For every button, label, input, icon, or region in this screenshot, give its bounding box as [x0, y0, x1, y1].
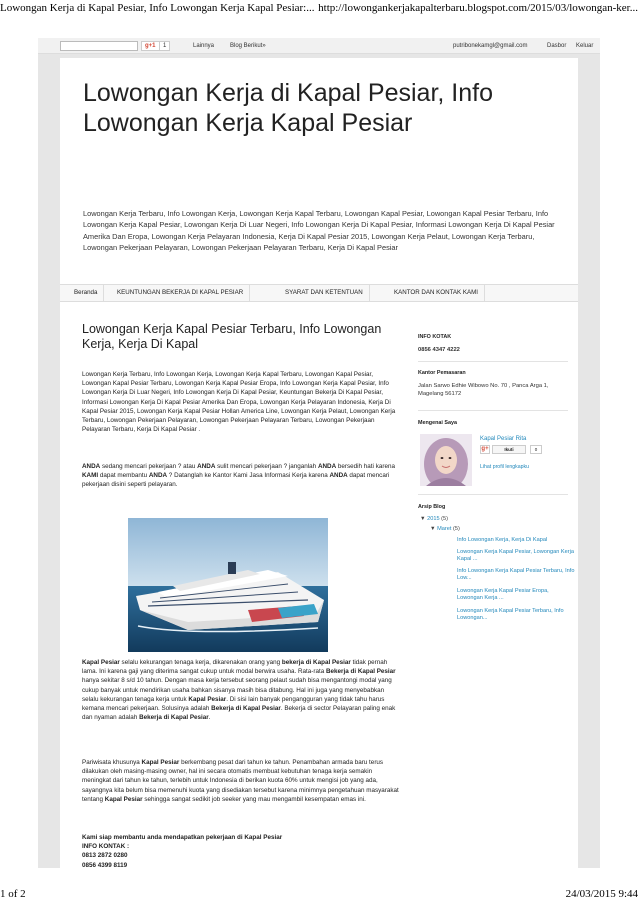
- archive-post-link[interactable]: Lowongan Kerja Kapal Pesiar, Lowongan Kerja Kapal ...: [457, 549, 574, 563]
- archive-year-item[interactable]: [420, 516, 448, 523]
- print-header-url: http://lowongankerjakapalterbaru.blogspot.com/2015/03/lowongan-ker...: [318, 2, 638, 14]
- archive-post-link[interactable]: Info Lowongan Kerja Kapal Pesiar Terbaru, Info Low...: [457, 568, 575, 582]
- tab-beranda[interactable]: Beranda: [68, 285, 104, 301]
- archive-post-link[interactable]: Lowongan Kerja Kapal Pesiar Terbaru, Info Lowongan...: [457, 608, 564, 622]
- sidebar-divider: [418, 494, 568, 495]
- archive-post-link[interactable]: Info Lowongan Kerja, Kerja Di Kapal: [457, 537, 548, 543]
- print-timestamp: 24/03/2015 9:44: [565, 888, 638, 900]
- follow-count: 0: [530, 445, 542, 454]
- sidebar-archive-heading: Arsip Blog: [418, 504, 446, 510]
- archive-month-item[interactable]: [430, 526, 460, 533]
- blog-title[interactable]: Lowongan Kerja di Kapal Pesiar, Info Lowongan Kerja Kapal Pesiar: [83, 79, 493, 137]
- sidebar-divider: [418, 361, 568, 362]
- archive-year-count: (5): [441, 516, 448, 522]
- contact-line: INFO KONTAK :: [82, 843, 130, 851]
- navbar-more-link[interactable]: Lainnya: [193, 43, 215, 49]
- tab-syarat[interactable]: SYARAT DAN KETENTUAN: [279, 285, 370, 301]
- navbar-next-blog-link[interactable]: Blog Berikut»: [230, 43, 266, 49]
- print-header-title: Lowongan Kerja di Kapal Pesiar, Info Lowongan Kerja Kapal Pesiar:...: [0, 2, 315, 14]
- collapse-triangle-icon[interactable]: ▼: [430, 526, 436, 532]
- profile-gplus-icon[interactable]: g+: [481, 446, 489, 452]
- navbar-search-input[interactable]: [60, 41, 138, 51]
- blog-description: Lowongan Kerja Terbaru, Info Lowongan Kerja, Lowongan Kerja Kapal Terbaru, Lowongan Kapal Pesiar, Lowongan Kapal Pesiar Terbaru, Info Lowongan Kerja Kapal Pesiar, Lowongan Kerja Di Luar Negeri, Info Lowongan Kerja Di Kapal Pesiar, Informasi Lowongan Kerja Di Kapal Pesiar Amerika Dan Eropa, Lowongan Kerja Pelayaran Indonesia, Kerja Di Kapal Pesiar 2015, Lowongan Kerja Pelaut, Lowongan Kerja Terbaru, Lowongan Pekerjaan Pelayaran, Lowongan Pekerjaan Pelayaran Terbaru, Kerja Di Kapal Pesiar: [83, 209, 555, 253]
- navbar-logout-link[interactable]: Keluar: [576, 43, 594, 49]
- post-paragraph-2: Kapal Pesiar selalu kekurangan tenaga kerja, dikarenakan orang yang bekerja di Kapal Pesiar tidak pernah lama. Ini karena gaji yang diterima sangat cukup untuk modal berwira usaha. Rata-rata Bekerja di Kapal Pesiar hanya sekitar 8 s/d 10 tahun. Dengan masa kerja tersebut seorang pelaut sudah bisa mengantongi modal yang cukup banyak untuk mendirikan usaha bahkan sisanya masih bisa ditabung. Hal ini juga yang menyebabkan selalu kekurangan tenaga kerja untuk Kapal Pesiar. Di sisi lain banyak pengangguran yang tidak tahu harus kemana mencari pekerjaan. Solusinya adalah Bekerja di Kapal Pesiar. Bekerja di sector Pelayaran paling enak dan nyaman adalah Bekerja di Kapal Pesiar.: [82, 659, 396, 722]
- sidebar-divider: [418, 410, 568, 411]
- archive-month-label[interactable]: Maret: [437, 526, 452, 532]
- profile-name-link[interactable]: Kapal Pesiar Rita: [480, 436, 527, 442]
- cruise-ship-image: [128, 518, 328, 652]
- tab-kantor[interactable]: KANTOR DAN KONTAK KAMI: [388, 285, 485, 301]
- print-page-number: 1 of 2: [0, 888, 26, 900]
- contact-phone: 0856 4399 8119: [82, 861, 128, 869]
- tab-keuntungan[interactable]: KEUNTUNGAN BEKERJA DI KAPAL PESIAR: [111, 285, 250, 301]
- blog-page: [60, 58, 578, 868]
- page-tabs: [60, 284, 578, 302]
- follow-button[interactable]: Ikuti: [492, 445, 526, 454]
- post-intro: Lowongan Kerja Terbaru, Info Lowongan Kerja, Lowongan Kerja Kapal Terbaru, Lowongan Kapal Pesiar, Lowongan Kapal Pesiar Terbaru, Lowongan Kerja Kapal Pesiar Eropa, Info Lowongan Kerja Kapal Pesiar, Info Lowongan Kerja Di Luar Negeri, Info Lowongan Kerja Di Kapal Pesiar, Keuntungan Bekerja Di Kapal Pesiar, Informasi Lowongan Kerja Di Kapal Pesiar Amerika Dan Eropa, Lowongan Kerja Pelayaran Indonesia, Kerja Di Kapal Pesiar 2015, Lowongan Kerja Kapal Pesiar Hollan America Line, Lowongan Kerja Pelaut, Lowongan Kerja Terbaru, Lowongan Pekerjaan Pelayaran, Lowongan Pekerjaan Pelayaran Terbaru, Lowongan Pekerjaan Pelayaran Terbaru, Kerja Di Kapal Pesiar .: [82, 371, 396, 434]
- sidebar-info-heading: INFO KOTAK: [418, 334, 452, 340]
- sidebar-info-phone: 0856 4347 4222: [418, 347, 460, 353]
- post-paragraph-1: ANDA sedang mencari pekerjaan ? atau ANDA sulit mencari pekerjaan ? janganlah ANDA bersedih hati karena KAMI dapat membantu ANDA ? Datanglah ke Kantor Kami Jasa Informasi Kerja karena ANDA dapat mencari pekerjaan disini seperti pelayaran.: [82, 463, 395, 489]
- sidebar-about-heading: Mengenai Saya: [418, 420, 457, 426]
- profile-avatar[interactable]: [420, 434, 472, 486]
- collapse-triangle-icon[interactable]: ▼: [420, 516, 426, 522]
- archive-post-link[interactable]: Lowongan Kerja Kapal Pesiar Eropa, Lowongan Kerja ...: [457, 588, 549, 602]
- gplus-count: 1: [159, 41, 170, 51]
- blogger-navbar: [38, 38, 600, 54]
- contact-phone: 0813 2872 0280: [82, 852, 128, 860]
- post-paragraph-3: Pariwisata khusunya Kapal Pesiar berkembang pesat dari tahun ke tahun. Penambahan armada baru terus dilakukan oleh masing-masing owner, hal ini secara otomatis membuat kebutuhan tenaga kerja semakin meningkat dari tahun ke tahun, terlebih untuk Indonesia di berikan kuota 60% untuk mengisi job yang ada, sayangnya kita belum bisa memenuhi kuota yang disediakan tersebut karena minimnya pengetahuan masyarakat tentang Kapal Pesiar sehingga sangat sedikit job seeker yang mau mengambil kesempatan emas ini.: [82, 759, 399, 803]
- contact-line: Kami siap membantu anda mendapatkan pekerjaan di Kapal Pesiar: [82, 834, 283, 841]
- navbar-dashboard-link[interactable]: Dasbor: [547, 43, 567, 49]
- sidebar-office-address: Jalan Sarwo Edhie Wibowo No. 70 , Panca Arga 1, Magelang 56172: [418, 383, 549, 397]
- archive-month-count: (5): [452, 526, 460, 532]
- post-title[interactable]: Lowongan Kerja Kapal Pesiar Terbaru, Info Lowongan Kerja, Kerja Di Kapal: [82, 322, 382, 351]
- post-contact: [82, 833, 282, 870]
- blog-frame: [38, 38, 600, 868]
- view-profile-link[interactable]: Lihat profil lengkapku: [480, 464, 530, 470]
- navbar-email: putribonekamgl@gmail.com: [453, 43, 528, 49]
- sidebar-office-heading: Kantor Pemasaran: [418, 370, 466, 376]
- archive-year-label[interactable]: 2015: [427, 516, 440, 522]
- gplus-button[interactable]: g+1: [141, 41, 160, 51]
